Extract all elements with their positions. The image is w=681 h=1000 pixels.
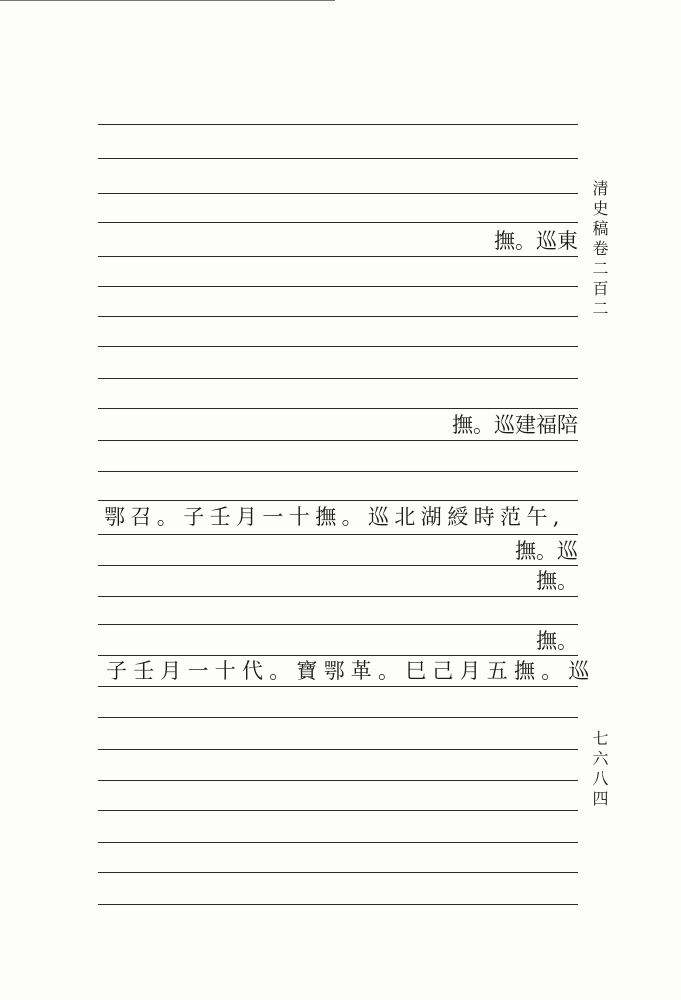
table-rule (98, 286, 578, 287)
entry-row-5: 撫。 (536, 569, 578, 593)
table-rule (98, 158, 578, 159)
table-rule (98, 596, 578, 597)
entry-row-6: 撫。 (536, 629, 578, 653)
table-rule (98, 440, 578, 441)
entry-row-3: 鄂召。子壬月一十撫。巡北湖綬時范午, (104, 505, 565, 529)
table-rule (98, 534, 578, 535)
table-rule (98, 749, 578, 750)
table-rule (98, 193, 578, 194)
book-title-margin: 清史稿卷二百二 (590, 180, 609, 320)
entry-row-2: 撫。巡建福陪 (452, 413, 578, 437)
table-rule (98, 904, 578, 905)
table-rule (98, 780, 578, 781)
table-rule (98, 565, 578, 566)
table-rule (98, 222, 578, 223)
table-rule (98, 686, 578, 687)
table-rule (98, 872, 578, 873)
table-rule (98, 256, 578, 257)
table-rule (98, 500, 578, 501)
page-number-margin: 七六八四 (590, 730, 609, 810)
table-rule (98, 624, 578, 625)
entry-row-1: 撫。巡東 (494, 229, 578, 253)
table-rule (98, 378, 578, 379)
entry-row-4: 撫。巡 (515, 539, 578, 563)
entry-row-7: 子壬月一十代。寶鄂革。巳己月五撫。巡 (106, 659, 596, 683)
top-edge-line (0, 0, 335, 1)
table-rule (98, 717, 578, 718)
table-rule (98, 124, 578, 125)
table-rule (98, 810, 578, 811)
table-rule (98, 346, 578, 347)
table-rule (98, 316, 578, 317)
table-rule (98, 471, 578, 472)
table-rule (98, 408, 578, 409)
table-rule (98, 842, 578, 843)
